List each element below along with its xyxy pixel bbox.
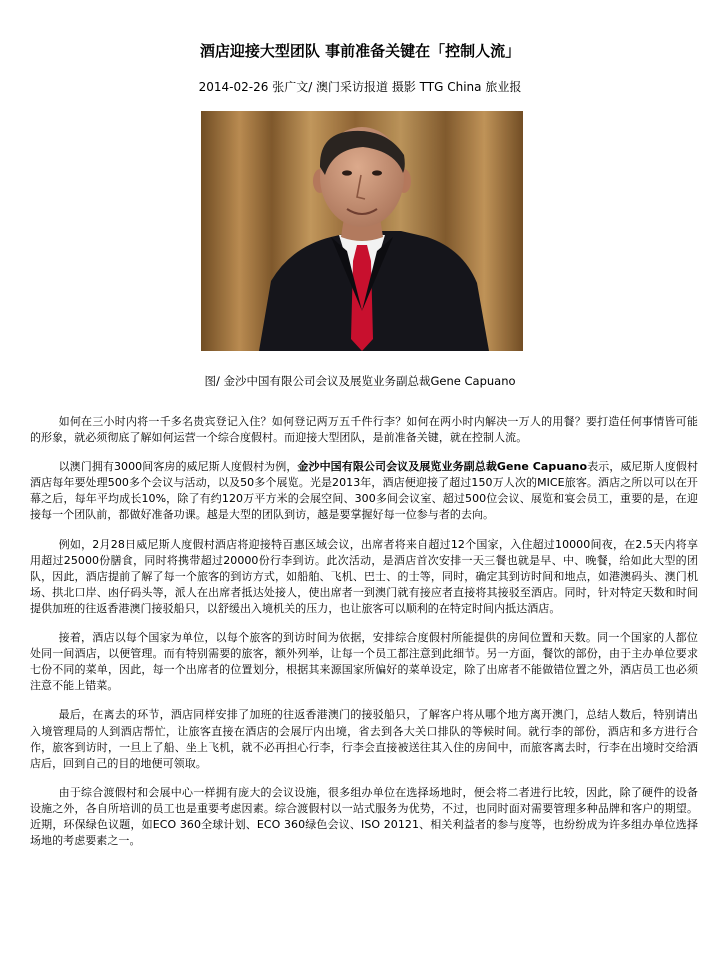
article-photo [201,111,523,351]
article-title: 酒店迎接大型团队 事前准备关键在「控制人流」 [199,42,521,60]
paragraph-2-highlight: 金沙中国有限公司会议及展览业务副总裁Gene Capuano [297,460,588,474]
paragraph-2 [30,459,698,523]
photo-caption: 图/ 金沙中国有限公司会议及展览业务副总裁Gene Capuano [204,374,516,388]
paragraph-3: 例如，2月28日威尼斯人度假村酒店将迎接特百惠区域会议，出席者将来自超过12个国家，入住超过10000间夜，在2.5天内将享用超过25000份膳食，同时将携带超过20000份行李到访。此次活动，是酒店首次安排一天三餐也就是早、中、晚餐，给如此大型的团队，因此，酒店提前了解了每一个旅客的到访方式，如船舶、飞机、巴士、的士等，同时，确定其到访时间和地点，如港澳码头、澳门机场、拱北口岸、凼仔码头等，派人在出席者抵达处接人，使出席者一到澳门就有接应者直接将其接驳至酒店。同时，针对特定天数和时间提供加班的往返香港澳门接驳船只，以舒缓出入境机关的压力，也让旅客可以顺利的在特定时间内抵达酒店。 [30,537,698,615]
paragraph-6: 由于综合渡假村和会展中心一样拥有庞大的会议设施，很多组办单位在选择场地时，便会将二者进行比较，因此，除了硬件的设备设施之外，各自所培训的员工也是重要考虑因素。综合渡假村以一站式服务为优势，不过，也同时面对需要管理多种品牌和客户的期望。近期，环保绿色议题，如ECO 360全球计划、ECO 360绿色会议、ISO 20121、相关利益者的参与度等，也纷纷成为许多组办单位选择场地的考虑要素之一。 [30,785,698,848]
paragraph-2-intro: 以澳门拥有3000间客房的威尼斯人度假村为例， [58,460,298,474]
paragraph-4: 接着，酒店以每个国家为单位，以每个旅客的到访时间为依据，安排综合度假村所能提供的房间位置和天数。同一个国家的人都位处同一间酒店，以便管理。而有特别需要的旅客，额外列举，让每一个员工都注意到此细节。另一方面，餐饮的部份，由于主办单位要求七份不同的菜单，因此，每一个出席者的位置划分，根据其来源国家所偏好的菜单设定，除了出席者不能做错位置之外，酒店员工也必须注意不能上错菜。 [30,631,698,693]
portrait-illustration [201,111,523,351]
article-body [30,414,698,862]
paragraph-1: 如何在三小时内将一千多名贵宾登记入住？如何登记两万五千件行李？如何在两小时内解决一万人的用餐？要打造任何事情皆可能的形象，就必须彻底了解如何运营一个综合度假村。而迎接大型团队，是前准备关键，就在控制人流。 [30,415,698,445]
paragraph-5: 最后，在离去的环节，酒店同样安排了加班的往返香港澳门的接驳船只，了解客户将从哪个地方离开澳门，总结人数后，特别请出入境管理局的人到酒店帮忙，让旅客直接在酒店的会展厅内出境，省去到各大关口排队的等候时间。就行李的部份，酒店和多方进行合作，旅客到访时，一旦上了船、坐上飞机，就不必再担心行李，行李会直接被送往其入住的房间中，而旅客离去时，行李在出境时交给酒店后，回到自己的目的地便可领取。 [30,708,698,770]
article-meta: 2014-02-26 张广文/ 澳门采访报道 摄影 TTG China 旅业报 [198,80,522,94]
paragraph-2-rest: 表示，威尼斯人度假村酒店每年要处理500多个会议与活动，以及50多个展览。光是2013年，酒店便迎接了超过150万人次的MICE旅客。酒店之所以可以在开幕之后，每年平均成长10%，除了有约120万平方米的会展空间、300多间会议室、超过500位会议、展览和宴会员工，重要的是，在迎接每一个团队前，都做好准备功课。越是大型的团队到访，越是要掌握好每一位参与者的去向。 [30,460,699,522]
